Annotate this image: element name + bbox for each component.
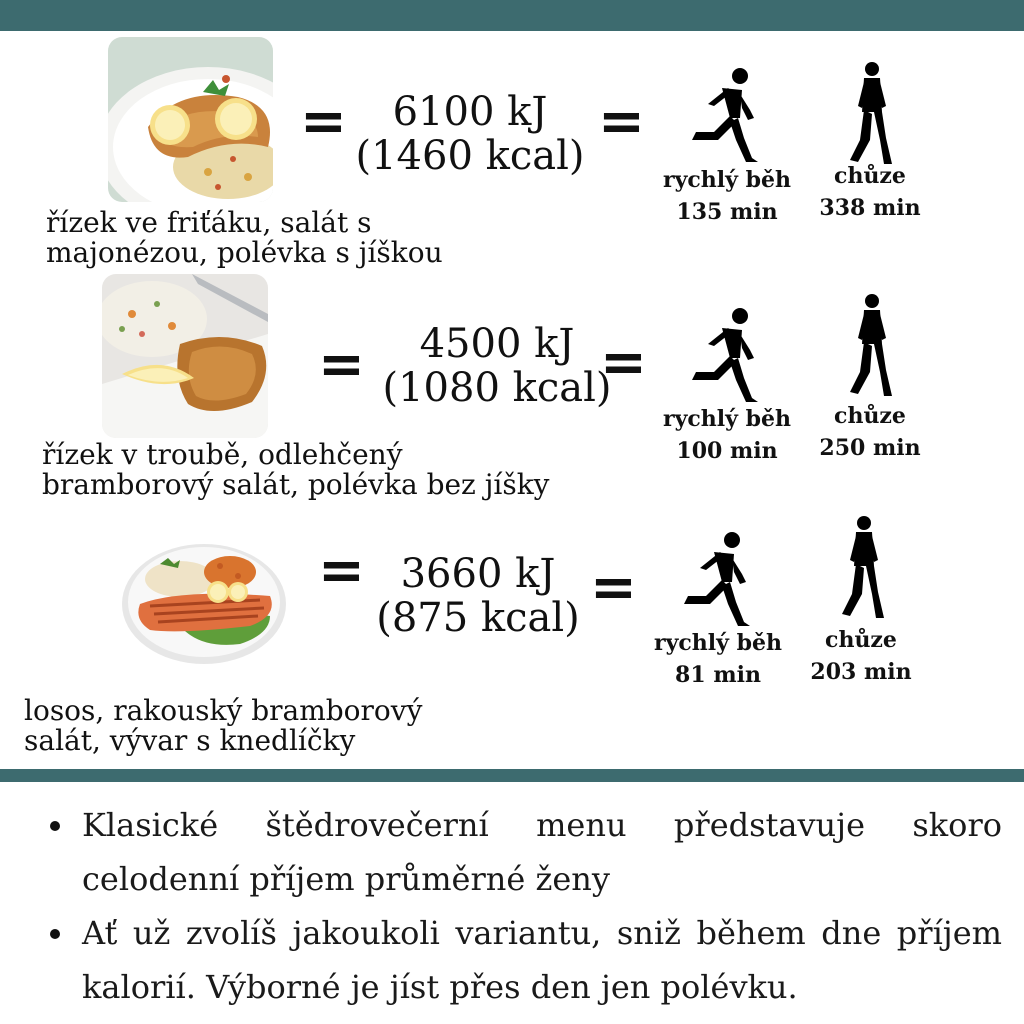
walk-activity	[790, 400, 950, 464]
energy-value	[340, 90, 600, 178]
food-line: majonézou, polévka s jíškou	[46, 236, 443, 269]
walk-label: chůze	[834, 163, 906, 189]
bullet-icon	[50, 929, 60, 939]
walk-label: chůze	[834, 403, 906, 429]
schnitzel-fried-photo	[108, 37, 273, 202]
schnitzel-baked-photo	[102, 274, 268, 438]
walk-activity	[790, 160, 950, 224]
food-description	[42, 440, 550, 500]
run-time: 81 min	[675, 662, 761, 688]
runner-icon	[676, 530, 756, 630]
equals-sign: =	[318, 538, 365, 603]
energy-kcal: (875 kcal)	[376, 595, 580, 641]
bullet-icon	[50, 821, 60, 831]
equals-sign: =	[600, 330, 647, 395]
salmon-photo	[120, 534, 288, 668]
run-activity	[647, 164, 807, 228]
food-description	[46, 208, 443, 268]
run-label: rychlý běh	[663, 406, 791, 432]
walk-activity	[781, 624, 941, 688]
energy-kj: 3660 kJ	[400, 551, 556, 597]
note-item	[40, 798, 1002, 906]
food-line: bramborový salát, polévka bez jíšky	[42, 468, 550, 501]
food-line: salát, vývar s knedlíčky	[24, 724, 356, 757]
walker-icon	[846, 292, 896, 400]
top-band	[0, 0, 1024, 31]
walker-icon	[838, 514, 888, 622]
walk-time: 203 min	[810, 659, 912, 685]
energy-kcal: (1080 kcal)	[382, 365, 612, 411]
food-line: losos, rakouský bramborový	[24, 694, 423, 727]
energy-kj: 6100 kJ	[392, 89, 548, 135]
run-time: 135 min	[676, 199, 778, 225]
run-time: 100 min	[676, 438, 778, 464]
note-item	[40, 906, 1002, 1014]
note-text: Klasické štědrovečerní menu představuje skoro celodenní příjem průměrné ženy	[82, 806, 1002, 898]
note-text: Ať už zvolíš jakoukoli variantu, sniž během dne příjem kalorií. Výborné je jíst přes den jen polévku.	[82, 914, 1002, 1006]
equals-sign: =	[300, 89, 347, 154]
food-line: řízek ve friťáku, salát s	[46, 206, 372, 239]
energy-value	[348, 552, 608, 640]
run-label: rychlý běh	[663, 167, 791, 193]
walk-time: 250 min	[819, 435, 921, 461]
energy-value	[367, 322, 627, 410]
equals-sign: =	[590, 555, 637, 620]
equals-sign: =	[598, 89, 645, 154]
walk-label: chůze	[825, 627, 897, 653]
notes-list	[40, 798, 1002, 1014]
run-activity	[638, 627, 798, 691]
energy-kj: 4500 kJ	[419, 321, 575, 367]
divider-band	[0, 769, 1024, 782]
food-line: řízek v troubě, odlehčený	[42, 438, 403, 471]
energy-kcal: (1460 kcal)	[355, 133, 585, 179]
equals-sign: =	[318, 332, 365, 397]
runner-icon	[684, 306, 764, 406]
run-label: rychlý běh	[654, 630, 782, 656]
walk-time: 338 min	[819, 195, 921, 221]
run-activity	[647, 403, 807, 467]
runner-icon	[684, 66, 764, 166]
food-description	[24, 696, 422, 756]
walker-icon	[846, 60, 896, 168]
